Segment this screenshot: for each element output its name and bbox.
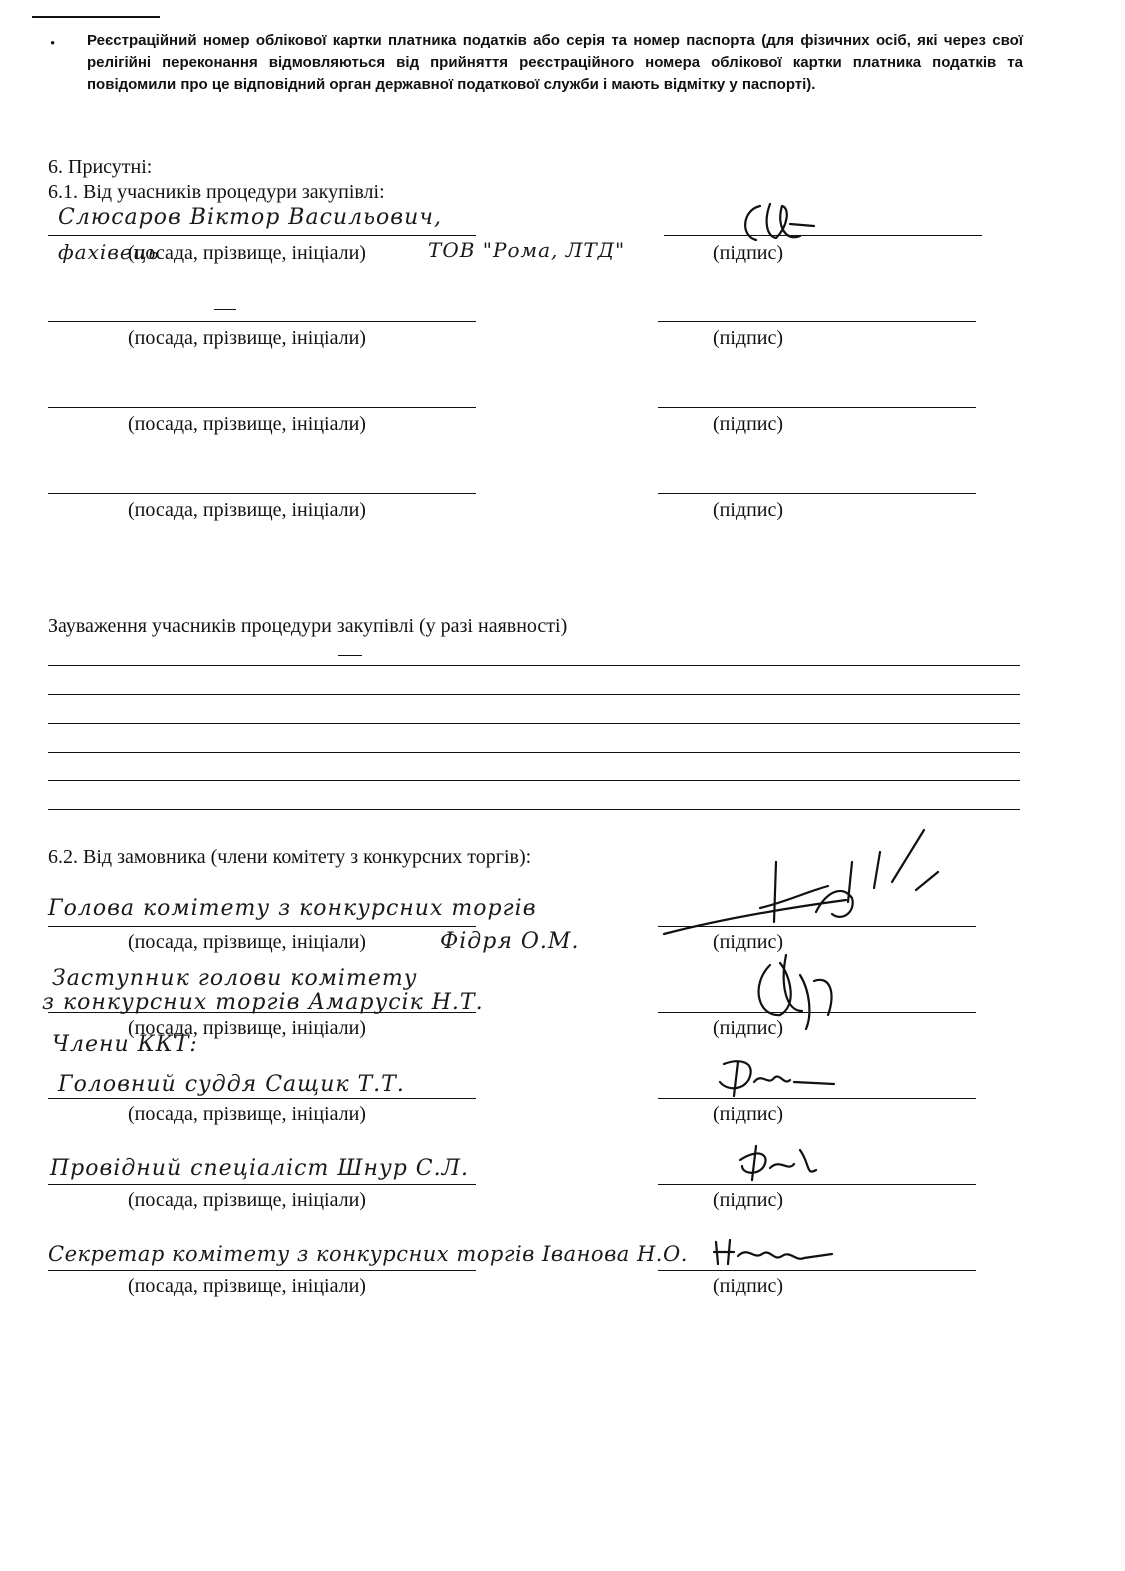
signature-line [658,493,976,494]
handwritten-participant-name: Слюсаров Віктор Васильович, [58,205,442,230]
footnote-rule [32,16,160,18]
dash-mark [338,655,362,656]
remarks-line [48,752,1020,753]
handwritten-member-position: Секретар комітету з конкурсних торгів Іванова Н.О. [48,1242,688,1266]
footnote-text: Реєстраційний номер облікової картки платника податків або серія та номер паспорта (для фізичних осіб, які через свої релігійні переконання відмовляються від прийняття реєстраційного номера облікової картки платника податків та повідомили про це відповідний орган державної податкової служби і мають відмітку у паспорті). [87,32,1023,93]
position-caption: (посада, прізвище, ініціали) [128,499,366,521]
position-line [48,407,476,408]
handwritten-member-position: Головний суддя Сащик Т.Т. [58,1072,405,1097]
signature-caption: (підпис) [713,327,784,349]
signature-mark [710,1052,840,1102]
signature-caption: (підпис) [713,1103,784,1125]
handwritten-member-name: Фідря О.М. [440,929,580,954]
position-line [48,321,476,322]
position-caption: (посада, прізвище, ініціали) [128,1275,366,1297]
dash-mark [214,309,236,310]
remarks-title: Зауваження учасників процедури закупівлі (у разі наявності) [48,615,568,637]
section-6-2-title: 6.2. Від замовника (члени комітету з конкурсних торгів): [48,846,532,868]
signature-line [658,407,976,408]
remarks-line [48,723,1020,724]
remarks-line [48,780,1020,781]
position-caption: (посада, прізвище, ініціали) [128,327,366,349]
signature-caption: (підпис) [713,499,784,521]
remarks-line [48,694,1020,695]
signature-caption: (підпис) [713,1017,784,1039]
signature-caption: (підпис) [713,242,784,264]
signature-caption: (підпис) [713,1189,784,1211]
signature-caption: (підпис) [713,413,784,435]
position-caption: (посада, прізвище, ініціали) [128,931,366,953]
position-line [48,1184,476,1185]
handwritten-member-position: Заступник голови комітету [52,966,418,991]
position-caption: (посада, прізвище, ініціали) [128,1017,366,1039]
signature-mark [708,1232,838,1272]
signature-mark [730,1140,830,1186]
position-line [48,1270,476,1271]
remarks-line [48,665,1020,666]
bullet-icon: • [50,36,56,52]
handwritten-participant-company: ТОВ "Рома, ЛТД" [428,238,626,262]
signature-caption: (підпис) [713,931,784,953]
handwritten-member-name: з конкурсних торгів Амарусік Н.Т. [42,990,484,1015]
signature-caption: (підпис) [713,1275,784,1297]
position-caption: (посада, прізвище, ініціали) [128,1103,366,1125]
position-caption: (посада, прізвище, ініціали) [128,1189,366,1211]
section-6-1-title: 6.1. Від учасників процедури закупівлі: [48,181,385,203]
handwritten-members-heading: Члени ККТ: [52,1032,198,1057]
position-caption: (посада, прізвище, ініціали) [128,413,366,435]
position-line [48,1098,476,1099]
position-caption: (посада, прізвище, ініціали) [128,242,366,264]
position-line [48,1012,476,1013]
signature-mark [656,822,946,942]
handwritten-member-position: Голова комітету з конкурсних торгів [48,896,537,921]
handwritten-member-position: Провідний спеціаліст Шнур С.Л. [50,1156,469,1181]
position-line [48,926,476,927]
remarks-line [48,809,1020,810]
position-line [48,235,476,236]
handwritten-participant-role: фахівець [58,240,160,264]
signature-mark [730,196,830,256]
signature-line [658,321,976,322]
position-line [48,493,476,494]
signature-mark [740,945,850,1045]
section-6-title: 6. Присутні: [48,156,153,178]
